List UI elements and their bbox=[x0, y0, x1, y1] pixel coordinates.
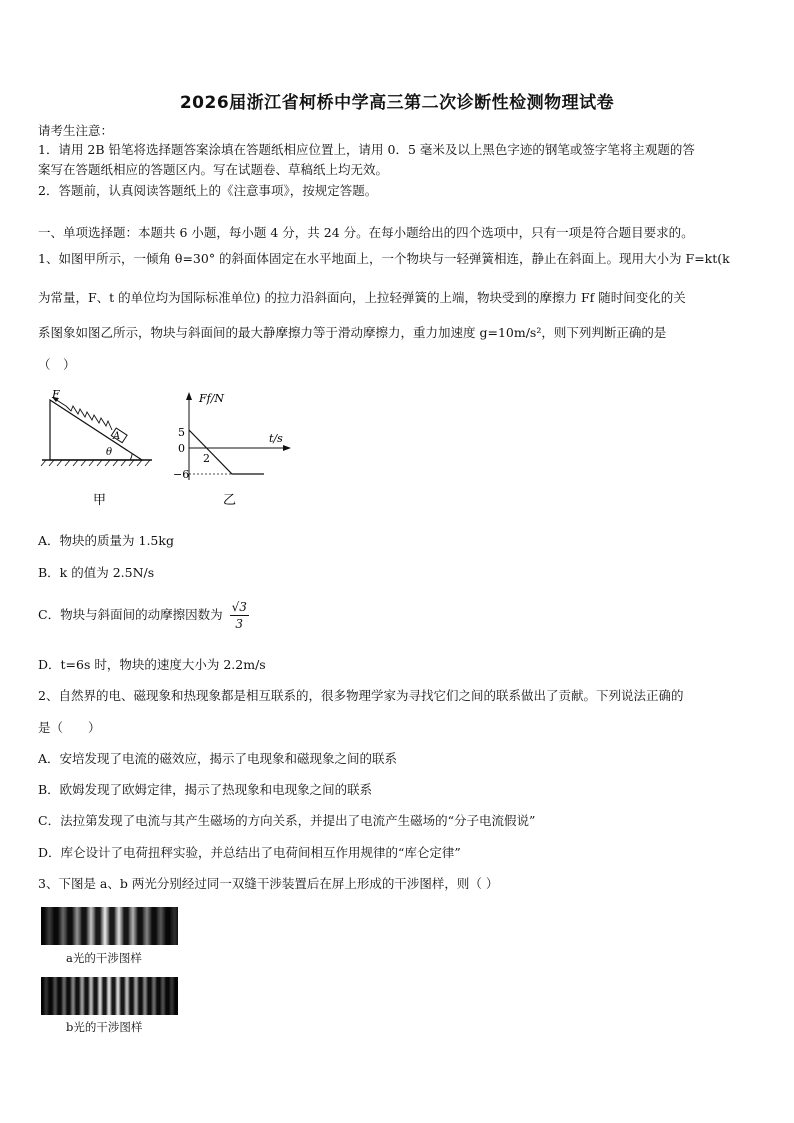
friction-curve bbox=[189, 430, 264, 474]
fraction-numerator: √3 bbox=[231, 600, 247, 614]
y-axis-arrow bbox=[186, 392, 192, 400]
option-b: B．欧姆发现了欧姆定律，揭示了热现象和电现象之间的联系 bbox=[38, 782, 373, 797]
section-heading: 一、单项选择题：本题共 6 小题，每小题 4 分，共 24 分。在每小题给出的四个选项中，只有一项是符合题目要求的。 bbox=[38, 225, 694, 240]
tick-neg6: −6 bbox=[173, 468, 190, 481]
question-1-line: 系图象如图乙所示，物块与斜面间的最大静摩擦力等于滑动摩擦力，重力加速度 g=10m/s²，则下列判断正确的是 bbox=[38, 325, 667, 340]
angle-label: θ bbox=[106, 447, 113, 458]
option-c: C．法拉第发现了电流与其产生磁场的方向关系，并提出了电流产生磁场的“分子电流假说” bbox=[38, 813, 536, 828]
figure-jia-caption: 甲 bbox=[93, 493, 107, 508]
option-d: D．库仑设计了电荷扭秤实验，并总结出了电荷间相互作用规律的“库仑定律” bbox=[38, 845, 461, 860]
question-2-line: 2、自然界的电、磁现象和热现象都是相互联系的，很多物理学家为寻找它们之间的联系做出了贡献。下列说法正确的 bbox=[38, 688, 684, 703]
question-1-line: 为常量，F、t 的单位均为国际标准单位) 的拉力沿斜面向，上拉轻弹簧的上端，物块受到的摩擦力 Ff 随时间变化的关 bbox=[38, 290, 686, 305]
figure-yi-graph bbox=[168, 388, 293, 513]
question-3-line: 3、下图是 a、b 两光分别经过同一双缝干涉装置后在屏上形成的干涉图样，则（ ） bbox=[38, 876, 499, 891]
spring bbox=[66, 406, 112, 430]
tick-2: 2 bbox=[203, 452, 210, 465]
question-1-line: 1、如图甲所示，一倾角 θ=30° 的斜面体固定在水平地面上，一个物块与一轻弹簧相连，静止在斜面上。现用大小为 F=kt(k bbox=[38, 251, 730, 266]
notice-heading: 请考生注意： bbox=[38, 123, 114, 138]
option-c bbox=[38, 599, 249, 632]
caption-b: b光的干涉图样 bbox=[66, 1020, 143, 1034]
option-b: B．k 的值为 2.5N/s bbox=[38, 565, 155, 580]
angle-arc bbox=[130, 453, 132, 460]
ground-hatching bbox=[41, 460, 150, 466]
option-d: D．t=6s 时，物块的速度大小为 2.2m/s bbox=[38, 657, 266, 672]
notice-item: 案写在答题纸相应的答题区内。写在试题卷、草稿纸上均无效。 bbox=[38, 162, 389, 177]
block-label: A bbox=[113, 431, 121, 442]
fraction bbox=[230, 599, 249, 632]
notice-item: 2．答题前，认真阅读答题纸上的《注意事项》，按规定答题。 bbox=[38, 183, 378, 198]
x-axis-label: t/s bbox=[269, 432, 283, 445]
question-1-blank: （ ） bbox=[38, 357, 76, 372]
figure-yi-caption: 乙 bbox=[223, 493, 237, 508]
force-label: F bbox=[52, 388, 60, 401]
page-title: 2026届浙江省柯桥中学高三第二次诊断性检测物理试卷 bbox=[179, 93, 615, 113]
tick-0: 0 bbox=[178, 442, 185, 455]
caption-a: a光的干涉图样 bbox=[66, 951, 142, 965]
x-axis-arrow bbox=[283, 445, 291, 451]
option-c-text: C．物块与斜面间的动摩擦因数为 bbox=[38, 607, 223, 622]
fringe-pattern-b bbox=[41, 977, 178, 1015]
fringe-pattern-a bbox=[41, 907, 178, 945]
tick-5: 5 bbox=[178, 426, 185, 439]
y-axis-label: Ff/N bbox=[199, 392, 225, 405]
option-a: A．安培发现了电流的磁效应，揭示了电现象和磁现象之间的联系 bbox=[38, 751, 398, 766]
fraction-denominator: 3 bbox=[235, 617, 244, 631]
question-2-line: 是（ ） bbox=[38, 720, 101, 735]
option-a: A．物块的质量为 1.5kg bbox=[38, 533, 174, 548]
figure-jia-incline bbox=[38, 388, 160, 513]
notice-item: 1．请用 2B 铅笔将选择题答案涂填在答题纸相应位置上，请用 0．5 毫米及以上黑色字迹的钢笔或签字笔将主观题的答 bbox=[38, 142, 695, 157]
incline-triangle bbox=[50, 400, 142, 460]
